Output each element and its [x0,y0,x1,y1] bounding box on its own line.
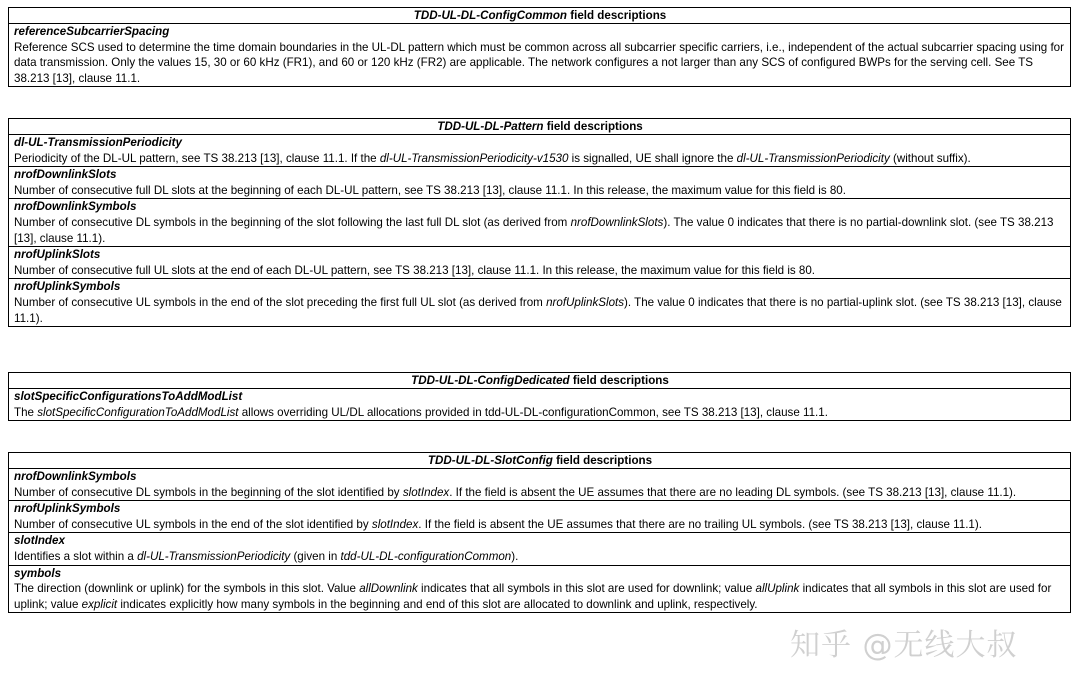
field-name: slotSpecificConfigurationsToAddModList [14,390,243,403]
desc-italic-term: slotIndex [371,517,419,531]
desc-text: ). [511,549,519,563]
field-description [14,581,1066,612]
field-description [14,549,1066,565]
field-name: referenceSubcarrierSpacing [14,25,170,38]
field-name: nrofDownlinkSlots [14,168,117,182]
watermark: 知乎 @无线大叔 [790,628,1018,663]
field-description [14,263,1066,279]
desc-text: Number of consecutive UL symbols in the end of the slot preceding the first full UL slot (as derived from [14,295,547,309]
table-tdd-ul-dl-configcommon [8,7,1071,87]
field-description [14,517,1066,533]
desc-italic-term: slotIndex [402,485,450,499]
desc-text: indicates that all symbols in this slot are used for uplink; value [14,582,1052,611]
desc-italic-term: nrofUplinkSlots [546,295,625,309]
desc-italic-term: dl-UL-TransmissionPeriodicity [137,549,291,563]
desc-italic-term: nrofDownlinkSlots [570,215,664,229]
table-title: TDD-UL-DL-ConfigCommon field descriptions [9,8,1071,24]
desc-text: ). The value 0 indicates that there is no partial-downlink slot. (see TS 38.213 [13], clause 11.1). [14,215,1054,245]
field-name: nrofDownlinkSymbols [14,200,137,214]
desc-text: Number of consecutive full UL slots at the end of each DL-UL pattern, see TS 38.213 [13], clause 11.1. In this release, the maximum value for this field is 80. [14,263,816,277]
desc-text: Periodicity of the DL-UL pattern, see TS 38.213 [13], clause 11.1. If the [14,151,380,165]
field-description [14,183,1066,199]
table-row [9,199,1071,247]
table-tdd-ul-dl-configdedicated [8,372,1071,421]
desc-text: Number of consecutive UL symbols in the end of the slot identified by [14,517,372,531]
desc-italic-term: allUplink [755,582,800,596]
field-description [14,40,1066,87]
desc-italic-term: slotSpecificConfigurationToAddModList [37,405,239,419]
desc-text: is signalled, UE shall ignore the [568,151,737,165]
desc-text: indicates explicitly how many symbols in the beginning and end of this slot are allocated to downlink and uplink, respectively. [117,597,758,611]
table-tdd-ul-dl-pattern [8,118,1071,327]
field-description [14,215,1066,246]
field-name: symbols [14,566,62,580]
desc-text: (without suffix). [889,151,971,165]
table-row [9,389,1071,421]
table-row [9,565,1071,613]
field-description [14,151,1066,167]
desc-italic-term: tdd-UL-DL-configurationCommon [340,549,512,563]
desc-text: The direction (downlink or uplink) for the symbols in this slot. Value [14,582,360,596]
field-name: dl-UL-TransmissionPeriodicity [14,136,182,149]
desc-italic-term: allDownlink [359,582,418,596]
table-tdd-ul-dl-slotconfig [8,452,1071,613]
field-description [14,405,1066,421]
table-row [9,247,1071,279]
desc-text: . If the field is absent the UE assumes that there are no leading DL symbols. (see TS 38.213 [13], clause 11.1). [449,485,1017,499]
desc-italic-term: dl-UL-TransmissionPeriodicity [736,151,890,165]
field-name: nrofUplinkSlots [14,248,101,262]
table-title: TDD-UL-DL-SlotConfig field descriptions [9,453,1071,469]
desc-text: Reference SCS used to determine the time domain boundaries in the UL-DL pattern which must be common across all subcarrier specific carriers, i.e., independent of the actual subcarrier spacing using for data transmission. Only the values 15, 30 or 60 kHz (FR1), and 60 or 120 kHz (FR2) are applicable. The network configures a not larger than any SCS of configured BWPs for the serving cell. See TS 38.213 [13], clause 11.1. [14,40,1064,85]
field-description [14,485,1066,501]
desc-text: allows overriding UL/DL allocations provided in tdd-UL-DL-configurationCommon, see TS 38.213 [13], clause 11.1. [238,405,828,419]
desc-text: Number of consecutive DL symbols in the beginning of the slot identified by [14,485,403,499]
desc-text: Identifies a slot within a [14,549,138,563]
desc-text: . If the field is absent the UE assumes that there are no trailing UL symbols. (see TS 38.213 [13], clause 11.1). [418,517,982,531]
table-row [9,533,1071,565]
desc-italic-term: explicit [81,597,118,611]
field-description [14,295,1066,326]
desc-text: Number of consecutive DL symbols in the beginning of the slot following the last full DL slot (as derived from [14,215,571,229]
field-name: slotIndex [14,534,65,548]
field-name: nrofDownlinkSymbols [14,470,137,483]
desc-text: indicates that all symbols in this slot are used for downlink; value [417,582,756,596]
table-title: TDD-UL-DL-Pattern field descriptions [9,119,1071,135]
table-row [9,279,1071,327]
table-row [9,167,1071,199]
desc-text: ). The value 0 indicates that there is no partial-uplink slot. (see TS 38.213 [13], clause 11.1). [14,295,1062,325]
table-row [9,469,1071,501]
table-title: TDD-UL-DL-ConfigDedicated field descriptions [9,373,1071,389]
field-name: nrofUplinkSymbols [14,280,121,294]
table-row [9,135,1071,167]
table-row [9,501,1071,533]
desc-text: The [14,405,38,419]
desc-text: Number of consecutive full DL slots at the beginning of each DL-UL pattern, see TS 38.213 [13], clause 11.1. In this release, the maximum value for this field is 80. [14,183,846,197]
desc-italic-term: dl-UL-TransmissionPeriodicity-v1530 [379,151,569,165]
field-name: nrofUplinkSymbols [14,502,121,516]
desc-text: (given in [290,549,341,563]
table-row [9,24,1071,87]
